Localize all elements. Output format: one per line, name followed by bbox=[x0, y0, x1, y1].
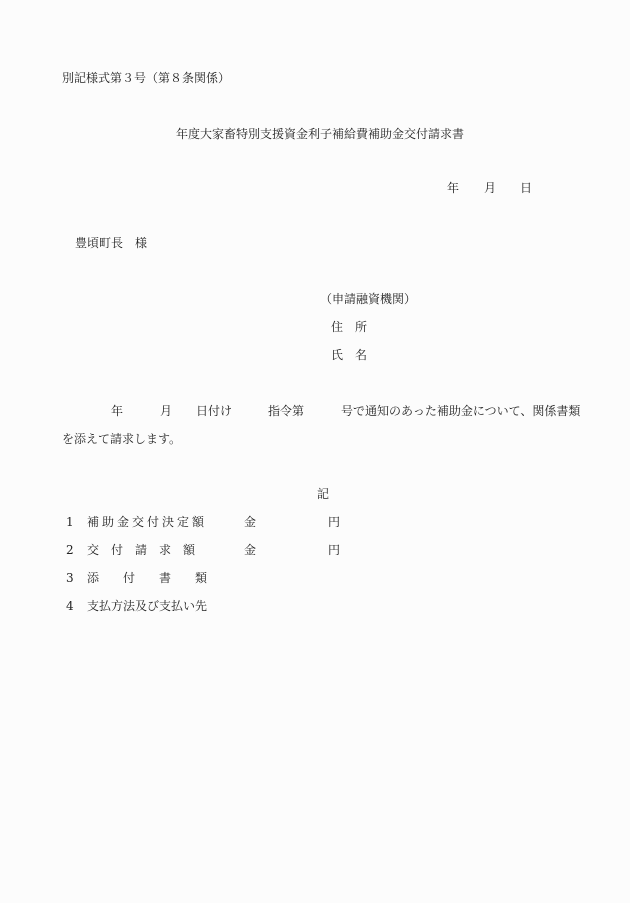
addressee-honorific: 様 bbox=[135, 236, 148, 250]
item-number: 1 bbox=[66, 515, 74, 529]
item-label: 交 付 請 求 額 bbox=[87, 543, 196, 557]
applicant-address-label: 住 所 bbox=[331, 320, 368, 334]
ki-heading: 記 bbox=[317, 487, 330, 501]
item-number: 2 bbox=[66, 543, 74, 557]
document-title: 年度大家畜特別支援資金利子補給費補助金交付請求書 bbox=[176, 127, 465, 141]
item-label: 支払方法及び支払い先 bbox=[87, 599, 208, 613]
body-line1-tail: 号で通知のあった補助金について、関係書類 bbox=[341, 404, 581, 418]
item-number: 3 bbox=[66, 571, 74, 585]
item-unit: 円 bbox=[328, 515, 341, 529]
item-prefix: 金 bbox=[244, 543, 257, 557]
applicant-name-label: 氏 名 bbox=[331, 348, 368, 362]
body-line2: を添えて請求します。 bbox=[62, 432, 182, 446]
body-day-suffix: 日付け bbox=[196, 404, 233, 418]
item-label: 添 付 書 類 bbox=[87, 571, 208, 585]
body-directive: 指令第 bbox=[268, 404, 305, 418]
form-label: 別記様式第３号（第８条関係） bbox=[62, 71, 231, 85]
body-month: 月 bbox=[160, 404, 173, 418]
item-prefix: 金 bbox=[244, 515, 257, 529]
item-unit: 円 bbox=[328, 543, 341, 557]
body-year: 年 bbox=[111, 404, 124, 418]
item-number: 4 bbox=[66, 599, 74, 613]
date-month: 月 bbox=[484, 181, 497, 195]
date-year: 年 bbox=[447, 181, 460, 195]
item-label: 補助金交付決定額 bbox=[87, 515, 208, 529]
applicant-label: （申請融資機関） bbox=[320, 292, 417, 306]
addressee-name: 豊頃町長 bbox=[75, 236, 124, 250]
date-day: 日 bbox=[520, 181, 533, 195]
